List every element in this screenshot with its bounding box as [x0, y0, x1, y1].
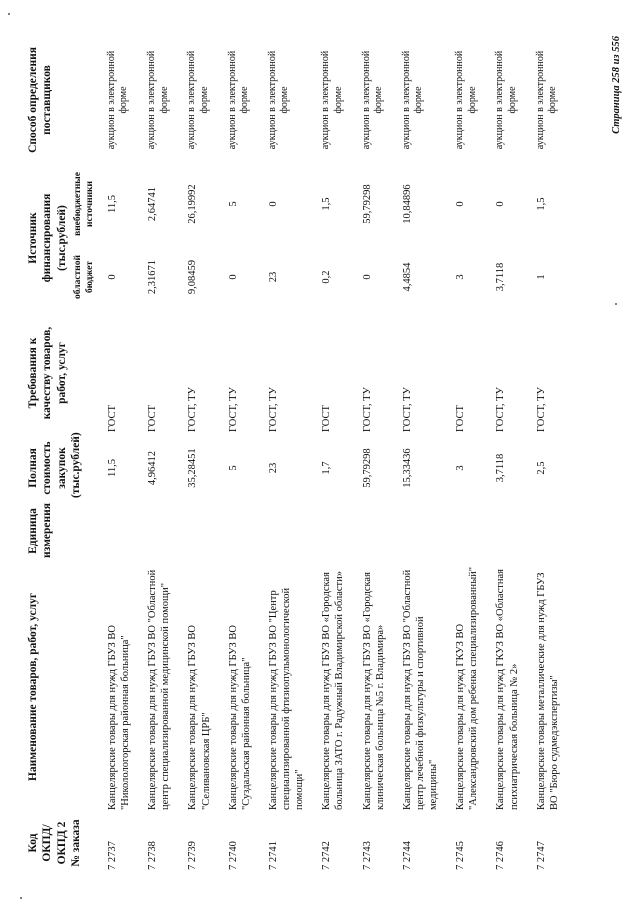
table-row [487, 35, 527, 873]
table-row [260, 35, 313, 873]
table-row [220, 35, 260, 873]
cell-name: Канцелярские товары для нужд ГБУЗ ВО "Центр специализированной фтизиопульмонологической помощи" [267, 587, 306, 810]
cell-requirements: ГОСТ, ТУ [267, 387, 279, 432]
cell-name: Канцелярские товары для нужд ГБУЗ ВО "Николологорская районная больница" [106, 624, 131, 810]
cell-extrabudget: 1,5 [321, 197, 333, 211]
cell-requirements: ГОСТ, ТУ [227, 387, 239, 432]
cell-method: аукцион в электронной форме [226, 50, 251, 150]
cell-requirements: ГОСТ [321, 405, 333, 432]
cell-name: Канцелярские товары для нужд ГБУЗ ВО "Суздальская районная больница" [227, 624, 252, 810]
cell-name: Канцелярские товары для нужд ГКУЗ ВО "Александровский дом ребенка специализированный" [455, 566, 480, 810]
cell-requirements: ГОСТ [455, 405, 467, 432]
cell-name: Канцелярские товары для нужд ГКУЗ ВО «Областная психиатрическая больница № 2» [495, 569, 520, 810]
cell-cost: 5 [227, 465, 239, 471]
cell-method: аукцион в электронной форме [266, 50, 291, 150]
cell-requirements: ГОСТ, ТУ [535, 387, 547, 432]
cell-unit [220, 501, 260, 561]
header-name: Наименование товаров, работ, услуг [27, 592, 39, 782]
cell-method: аукцион в электронной форме [494, 50, 518, 150]
cell-extrabudget: 1,5 [535, 197, 547, 211]
cell-extrabudget: 59,79298 [361, 184, 373, 224]
cell-code: 7 2739 [187, 841, 199, 870]
cell-unit [394, 501, 447, 561]
cell-unit [528, 501, 568, 561]
header-extrabudget: внебюджетные источники [73, 172, 95, 236]
header-code: Код ОКПД/ ОКПД 2 № заказа [27, 819, 83, 867]
cell-cost: 1,7 [321, 461, 333, 475]
cell-extrabudget: 2,64741 [147, 186, 159, 222]
cell-code: 7 2741 [267, 841, 279, 870]
cell-method: аукцион в электронной форме [400, 50, 425, 150]
table-row [394, 35, 447, 873]
cell-regional: 0 [361, 274, 373, 280]
table-body [99, 35, 568, 873]
cell-method: аукцион в электронной форме [320, 50, 344, 150]
table-row [354, 35, 394, 873]
cell-code: 7 2744 [401, 841, 413, 870]
cell-cost: 15,33436 [401, 448, 413, 488]
cell-method: аукцион в электронной форме [360, 50, 384, 150]
header-financing: Источник финансирования (тыс.рублей) [27, 193, 68, 283]
cell-name: Канцелярские товары для нужд ГБУЗ ВО "Областной центр специализированной медицинской помощи" [147, 569, 172, 810]
table-row [139, 35, 179, 873]
scan-speck [615, 303, 617, 305]
cell-code: 7 2743 [361, 841, 373, 870]
cell-code: 7 2742 [321, 841, 333, 870]
cell-unit [179, 501, 219, 561]
cell-extrabudget: 0 [267, 201, 279, 207]
cell-unit [354, 501, 394, 561]
cell-name: Канцелярские товары для нужд ГБУЗ ВО «Городская больница ЗАТО г. Радужный Владимирской области» [321, 571, 346, 810]
procurement-plan-document [24, 35, 568, 873]
cell-name: Канцелярские товары металлические для нужд ГБУЗ ВО "Бюро судмедэкспертизы" [535, 572, 560, 810]
cell-cost: 35,28451 [187, 448, 199, 488]
cell-name: Канцелярские товары для нужд ГБУЗ ВО "Областной центр лечебной физкультуры и спортивной медицины" [401, 569, 439, 810]
scan-speck [8, 13, 10, 15]
cell-code: 7 2738 [147, 841, 159, 870]
table-row [99, 35, 139, 873]
cell-regional: 0 [106, 274, 118, 280]
cell-requirements: ГОСТ [106, 405, 118, 432]
page-number: Страница 258 из 556 [611, 36, 622, 134]
header-cost: Полная стоимость закупок (тыс.рублей) [27, 432, 83, 498]
cell-unit [447, 501, 487, 561]
cell-regional: 4,4854 [401, 262, 413, 292]
cell-requirements: ГОСТ, ТУ [361, 387, 373, 432]
cell-extrabudget: 5 [227, 201, 239, 207]
cell-method: аукцион в электронной форме [105, 50, 130, 150]
cell-code: 7 2746 [495, 841, 507, 870]
cell-regional: 1 [535, 274, 547, 280]
cell-regional: 9,08459 [187, 259, 199, 295]
table-row [179, 35, 219, 873]
cell-extrabudget: 0 [495, 201, 507, 207]
cell-regional: 3 [455, 274, 467, 280]
cell-name: Канцелярские товары для нужд ГБУЗ ВО «Городская клиническая больница №5 г. Владимира» [361, 572, 386, 810]
scan-speck [20, 897, 22, 899]
header-method: Способ определения поставщиков [27, 47, 54, 153]
header-regional-budget: областной бюджет [73, 255, 95, 299]
cell-method: аукцион в электронной форме [186, 50, 210, 150]
cell-name: Канцелярские товары для нужд ГБУЗ ВО "Селивановская ЦРБ" [187, 624, 212, 810]
table-row [313, 35, 353, 873]
cell-cost: 3 [455, 465, 467, 471]
cell-extrabudget: 11,5 [106, 195, 118, 213]
cell-requirements: ГОСТ, ТУ [495, 387, 507, 432]
procurement-table [24, 35, 568, 873]
cell-code: 7 2740 [227, 841, 239, 870]
cell-unit [487, 501, 527, 561]
cell-extrabudget: 0 [455, 201, 467, 207]
cell-cost: 23 [267, 462, 279, 474]
cell-regional: 2,31671 [147, 259, 159, 295]
cell-requirements: ГОСТ, ТУ [401, 387, 413, 432]
table-header [24, 35, 99, 873]
cell-method: аукцион в электронной форме [534, 50, 559, 150]
cell-extrabudget: 26,19992 [187, 184, 199, 224]
cell-cost: 3,7118 [495, 453, 507, 483]
table-row [528, 35, 568, 873]
cell-code: 7 2745 [455, 841, 467, 870]
cell-cost: 59,79298 [361, 448, 373, 488]
cell-code: 7 2747 [535, 841, 547, 870]
cell-regional: 23 [267, 271, 279, 283]
cell-requirements: ГОСТ [147, 405, 159, 432]
cell-cost: 2,5 [535, 461, 547, 475]
cell-method: аукцион в электронной форме [146, 50, 170, 150]
cell-method: аукцион в электронной форме [454, 50, 478, 150]
cell-code: 7 2737 [106, 841, 118, 870]
cell-cost: 4,96412 [147, 450, 159, 486]
cell-unit [313, 501, 353, 561]
header-requirements: Требования к качеству товаров, работ, услуг [27, 326, 68, 420]
cell-cost: 11,5 [106, 459, 118, 477]
cell-unit [260, 501, 313, 561]
cell-regional: 3,7118 [495, 262, 507, 292]
cell-extrabudget: 10,84896 [401, 184, 413, 224]
table-row [447, 35, 487, 873]
cell-unit [99, 501, 139, 561]
cell-regional: 0,2 [321, 270, 333, 284]
cell-requirements: ГОСТ, ТУ [187, 387, 199, 432]
header-unit: Единица измерения [27, 503, 54, 558]
cell-unit [139, 501, 179, 561]
cell-regional: 0 [227, 274, 239, 280]
